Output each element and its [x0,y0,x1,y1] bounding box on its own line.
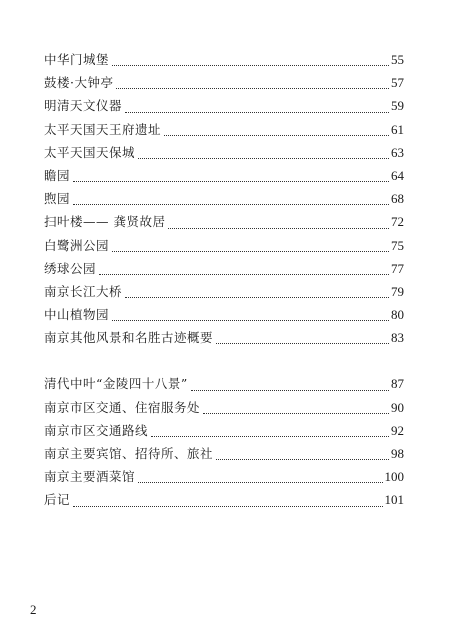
dot-leader [112,65,389,66]
toc-entry-title: 瞻园 [44,167,71,183]
toc-entry-title: 绣球公园 [44,260,97,276]
toc-entry-page: 61 [391,121,404,137]
toc-entry-page: 101 [384,492,404,508]
toc-entry-title: 后记 [44,492,71,508]
toc-entry [44,164,404,187]
toc-entry-page: 63 [391,144,404,160]
toc-entry [44,141,404,164]
toc-entry-title: 扫叶楼—— 龚贤故居 [44,214,166,230]
toc-entry [44,396,404,419]
toc-entry [44,257,404,280]
toc-entry-title: 清代中叶“金陵四十八景” [44,376,188,392]
toc-entry-title: 鼓楼·大钟亭 [44,75,114,91]
toc-entry-title: 南京长江大桥 [44,283,123,299]
toc-entry [44,442,404,465]
toc-entry [44,419,404,442]
toc-entry-page: 72 [391,214,404,230]
section-gap [44,349,404,372]
dot-leader [112,320,389,321]
toc-entry-page: 92 [391,422,404,438]
toc-entry-title: 南京其他风景和名胜古迹概要 [44,330,214,346]
toc-entry-title: 煦园 [44,191,71,207]
dot-leader [73,204,389,205]
toc-entry-page: 90 [391,399,404,415]
toc-entry [44,372,404,395]
toc-entry-page: 83 [391,330,404,346]
toc-entry-page: 64 [391,167,404,183]
toc-entry-title: 明清天文仪器 [44,98,123,114]
dot-leader [138,482,382,483]
toc-entry [44,303,404,326]
toc-entry [44,48,404,71]
dot-leader [216,343,389,344]
dot-leader [73,506,382,507]
toc-entry-page: 68 [391,191,404,207]
toc-entry [44,210,404,233]
dot-leader [138,158,389,159]
toc-entry-page: 57 [391,75,404,91]
toc-entry-title: 南京市区交通路线 [44,422,149,438]
dot-leader [151,436,389,437]
toc-entry [44,71,404,94]
toc-entry-page: 75 [391,237,404,253]
toc-entry-title: 太平天国天王府遗址 [44,121,162,137]
toc-entry-page: 98 [391,446,404,461]
toc-entry [44,326,404,349]
toc-entry-page: 100 [384,469,404,485]
toc-entry [44,488,404,511]
toc-entry [44,234,404,257]
toc-entry-title: 太平天国天保城 [44,144,136,160]
toc-entry [44,94,404,117]
dot-leader [191,390,389,391]
dot-leader [73,181,389,182]
dot-leader [99,274,389,275]
dot-leader [125,112,389,113]
dot-leader [164,135,389,136]
dot-leader [203,413,389,414]
toc-entry-title: 中华门城堡 [44,52,110,67]
toc-entry [44,280,404,303]
toc-entry-page: 87 [391,376,404,392]
toc-entry [44,465,404,488]
dot-leader [216,459,389,460]
toc-entry-title: 南京市区交通、住宿服务处 [44,399,201,415]
table-of-contents [44,48,404,512]
dot-leader [116,88,389,89]
toc-entry-page: 55 [391,52,404,67]
dot-leader [112,251,389,252]
toc-entry-title: 南京主要酒菜馆 [44,469,136,485]
toc-entry-page: 80 [391,307,404,323]
dot-leader [168,228,389,229]
toc-entry [44,118,404,141]
toc-entry-title: 南京主要宾馆、招待所、旅社 [44,446,214,461]
toc-entry-page: 79 [391,283,404,299]
dot-leader [125,297,389,298]
page-number: 2 [30,602,37,617]
toc-entry-title: 白鹭洲公园 [44,237,110,253]
toc-entry-title: 中山植物园 [44,307,110,323]
toc-entry [44,187,404,210]
toc-entry-page: 59 [391,98,404,114]
toc-entry-page: 77 [391,260,404,276]
